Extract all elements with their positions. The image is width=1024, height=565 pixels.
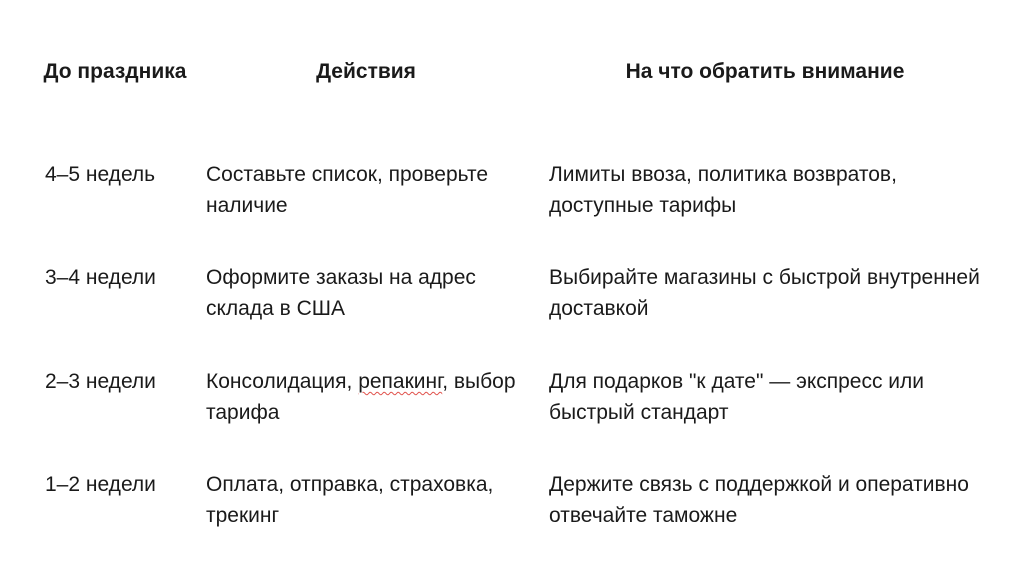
row-actions: Оформите заказы на адрес склада в США: [206, 266, 476, 320]
row-attention: Выбирайте магазины с быстрой внутренней доставкой: [549, 266, 980, 320]
row-actions: Составьте список, проверьте наличие: [206, 163, 489, 217]
row-attention: Для подарков "к дате" — экспресс или быстрый стандарт: [549, 370, 925, 424]
header-attention: На что обратить внимание: [625, 60, 905, 83]
row-period: 4–5 недель: [45, 163, 156, 186]
header-actions: Действия: [316, 60, 416, 83]
spellcheck-flagged-word[interactable]: репакинг: [358, 370, 443, 393]
row-attention: Лимиты ввоза, политика возвратов, доступные тарифы: [549, 163, 897, 217]
row-actions-text: , выбор тарифа: [206, 370, 516, 424]
row-actions: Оплата, отправка, страховка, трекинг: [206, 473, 494, 527]
row-period: 3–4 недели: [45, 266, 156, 289]
header-period: До праздника: [43, 60, 187, 83]
row-attention: Держите связь с поддержкой и оперативно отвечайте таможне: [549, 473, 969, 527]
row-actions-text: Консолидация,: [206, 370, 359, 393]
row-period: 2–3 недели: [45, 370, 156, 393]
row-period: 1–2 недели: [45, 473, 156, 496]
row-actions: [206, 366, 536, 428]
